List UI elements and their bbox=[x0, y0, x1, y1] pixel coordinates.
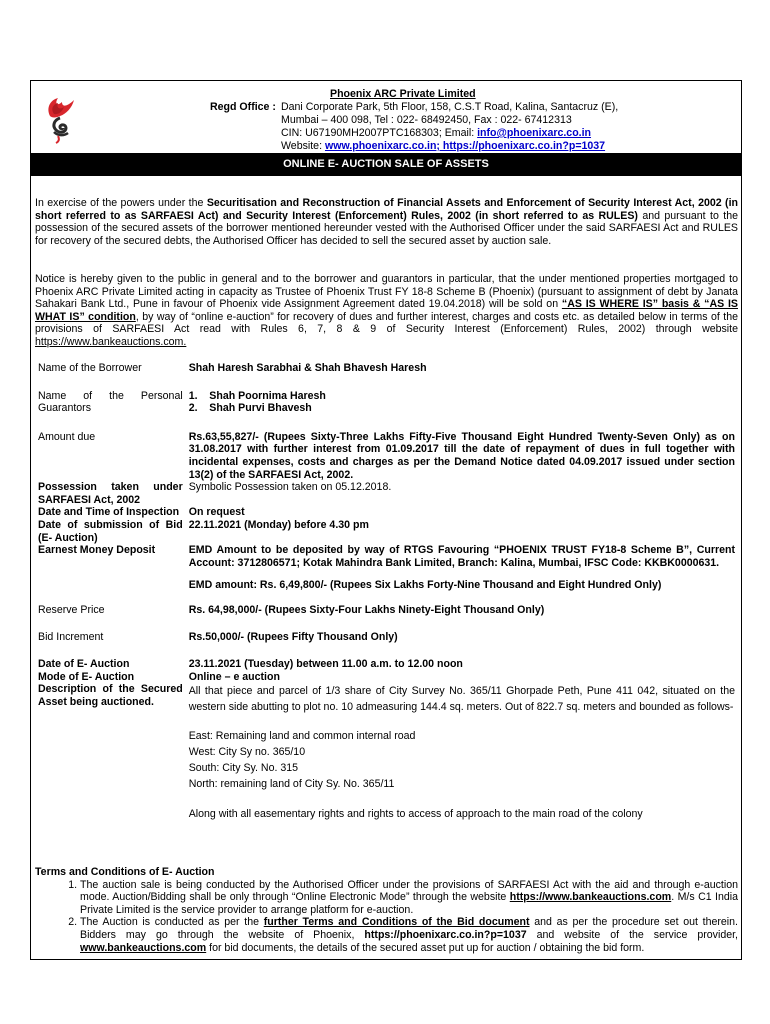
intro-paragraph-1 bbox=[35, 197, 738, 247]
table-row bbox=[35, 544, 738, 604]
terms-section bbox=[35, 866, 738, 954]
emd-amount: EMD amount: Rs. 6,49,800/- (Rupees Six Lakhs Forty-Nine Thousand and Eight Hundred Only) bbox=[188, 579, 662, 592]
easement-rights: Along with all easementary rights and rights to access of approach to the main road of the colony bbox=[188, 808, 643, 821]
asset-description-text: All that piece and parcel of 1/3 share of City Survey No. 365/11 Ghorpade Peth, Pune 411 042, situated on the western side abutting to plot no. 10 admeasuring 144.4 sq. meters. Out of 822.7 sq. meters and bounded as follows- bbox=[188, 685, 735, 714]
reserve-price-value: Rs. 64,98,000/- (Rupees Sixty-Four Lakhs Ninety-Eight Thousand Only) bbox=[188, 603, 545, 616]
table-row bbox=[35, 658, 738, 671]
terms-heading: Terms and Conditions of E- Auction bbox=[35, 866, 215, 878]
emd-value bbox=[186, 544, 738, 604]
boundary-south: South: City Sy. No. 315 bbox=[188, 762, 299, 775]
asset-description-label: Description of the Secured Asset being auctioned. bbox=[38, 683, 183, 708]
auction-mode-label: Mode of E- Auction bbox=[38, 670, 135, 683]
bankeauctions-link[interactable]: https://www.bankeauctions.com. bbox=[35, 335, 187, 348]
amount-due-value: Rs.63,55,827/- (Rupees Sixty-Three Lakhs Fifty-Five Thousand Eight Hundred Twenty-Seven Only) as on 31.08.2017 with further interest from 01.09.2017 till the date of repayment of dues in full together with incidental expenses, costs and charges as per the Demand Notice dated 04.09.2017 issued under section 13(2) of the SARFAESI Act, 2002. bbox=[188, 430, 735, 481]
table-row bbox=[35, 631, 738, 659]
address-line-1: Dani Corporate Park, 5th Floor, 158, C.S.T Road, Kalina, Santacruz (E), bbox=[281, 101, 619, 113]
asset-description-value bbox=[186, 683, 738, 822]
email-link[interactable]: info@phoenixarc.co.in bbox=[477, 127, 592, 139]
auction-date-label: Date of E- Auction bbox=[38, 658, 130, 671]
table-row bbox=[35, 604, 738, 631]
website-label: Website: bbox=[281, 140, 325, 152]
bid-submission-label: Date of submission of Bid (E- Auction) bbox=[38, 518, 183, 544]
intro-p1-text-end: and pursuant to the possession of the secured assets of the borrower mentioned hereunder vested with the Authorised Officer under the said SARFAESI Act and RULES for recovery of the secured debts, the Authorised Officer has decided to sell the secured asset by auction sale. bbox=[35, 209, 738, 247]
table-row bbox=[35, 357, 738, 390]
guarantors-value bbox=[186, 390, 738, 431]
notice-title: ONLINE E- AUCTION SALE OF ASSETS bbox=[30, 153, 742, 176]
term-1-text: The auction sale is being conducted by the Authorised Officer under the provisions of SARFAESI Act with the aid and through e-auction mode. Auction/Bidding shall be only through “Online Electronic Mode” through the website bbox=[80, 878, 738, 904]
term-2-text-end: for bid documents, the details of the secured asset put up for auction / obtaining the bid form. bbox=[206, 941, 645, 954]
intro-p2-text-mid: , by way of “online e-auction” for recovery of dues and further interest, charges and costs etc. as detailed below in terms of the provisions of SARFAESI Act read with Rules 6, 7, 8 & 9 of Security Interest (Enforcement) Rules, 2002) through website bbox=[35, 310, 738, 336]
company-name: Phoenix ARC Private Limited bbox=[330, 88, 476, 100]
bid-increment-label: Bid Increment bbox=[38, 630, 104, 643]
possession-label: Possession taken under SARFAESI Act, 2002 bbox=[38, 481, 183, 506]
auction-date-value: 23.11.2021 (Tuesday) between 11.00 a.m. to 12.00 noon bbox=[188, 658, 463, 671]
borrower-label: Name of the Borrower bbox=[38, 362, 142, 374]
intro-p1-text: In exercise of the powers under the bbox=[35, 197, 207, 209]
regd-office-label: Regd Office : bbox=[210, 101, 276, 113]
amount-due-label: Amount due bbox=[38, 430, 96, 443]
table-row bbox=[35, 390, 738, 431]
intro-p2-text: Notice is hereby given to the public in general and to the borrower and guarantors in particular, that the under mentioned properties mortgaged to Phoenix ARC Private Limited acting in capacity as Trustee of Phoenix Trust FY 18-8 Scheme B (Phoenix) (pursuant to assignment of debt by Janata Sahakari Bank Ltd., Pune in favour of Phoenix vide Assignment Agreement dated 19.04.2018) will be sold on bbox=[35, 273, 738, 311]
guarantor-2: 2. Shah Purvi Bhavesh bbox=[188, 402, 312, 415]
possession-value: Symbolic Possession taken on 05.12.2018. bbox=[188, 481, 392, 494]
inspection-label: Date and Time of Inspection bbox=[38, 506, 180, 519]
phoenix-logo-icon bbox=[44, 94, 78, 144]
inspection-value: On request bbox=[188, 506, 245, 519]
bid-submission-value: 22.11.2021 (Monday) before 4.30 pm bbox=[188, 518, 369, 531]
intro-paragraph-2 bbox=[35, 273, 738, 349]
intro-p1-bold: Securitisation and Reconstruction of Financial Assets and Enforcement of Security Interest Act, 2002 (in short referred to as SARFAESI Act) and Security Interest (Enforcement) Rules, 2002 (in short referred to as RULES) bbox=[35, 197, 739, 222]
address-line-2: Mumbai – 400 098, Tel : 022- 68492450, Fax : 022- 67412313 bbox=[281, 114, 572, 126]
table-row bbox=[35, 506, 738, 519]
term-2-bankeauctions-link[interactable]: www.bankeauctions.com bbox=[80, 941, 207, 954]
table-row bbox=[35, 431, 738, 481]
boundary-north: North: remaining land of City Sy. No. 365/11 bbox=[188, 778, 395, 791]
table-row bbox=[35, 481, 738, 506]
table-row bbox=[35, 671, 738, 684]
list-item bbox=[80, 916, 738, 954]
bid-increment-value: Rs.50,000/- (Rupees Fifty Thousand Only) bbox=[188, 630, 398, 643]
term-2-text: The Auction is conducted as per the bbox=[80, 916, 264, 929]
auction-mode-value: Online – e auction bbox=[188, 670, 280, 683]
boundary-east: East: Remaining land and common internal road bbox=[188, 730, 416, 743]
emd-label: Earnest Money Deposit bbox=[38, 544, 156, 557]
term-2-phoenix-link[interactable]: https://phoenixarc.co.in?p=1037 bbox=[364, 928, 527, 941]
term-1-link[interactable]: https://www.bankeauctions.com bbox=[509, 891, 672, 904]
term-2-bold: further Terms and Conditions of the Bid document bbox=[263, 916, 530, 929]
cin-email-line bbox=[281, 127, 591, 140]
intro-p2-bold: “AS IS WHERE IS” basis & “AS IS WHAT IS” condition bbox=[35, 298, 738, 323]
table-row bbox=[35, 519, 738, 544]
list-item bbox=[80, 879, 738, 917]
emd-instructions: EMD Amount to be deposited by way of RTGS Favouring “PHOENIX TRUST FY18-8 Scheme B”, Current Account: 3712806571; Kotak Mahindra Bank Limited, Branch: Kalina, Mumbai, IFSC Code: KKBK0000631. bbox=[188, 544, 735, 569]
website-links[interactable]: www.phoenixarc.co.in; https://phoenixarc.co.in?p=1037 bbox=[324, 140, 606, 152]
auction-details-table bbox=[35, 357, 738, 822]
reserve-price-label: Reserve Price bbox=[38, 603, 105, 616]
term-2-text-mid2: and website of the service provider, bbox=[526, 928, 738, 941]
terms-list bbox=[35, 879, 738, 955]
borrower-value: Shah Haresh Sarabhai & Shah Bhavesh Haresh bbox=[188, 362, 427, 374]
term-2-text-mid: and as per the procedure set out therein. Bidders may go through the website of Phoenix, bbox=[80, 916, 738, 941]
guarantors-label: Name of the Personal Guarantors bbox=[38, 389, 183, 415]
boundary-west: West: City Sy no. 365/10 bbox=[188, 746, 306, 759]
cin-text: CIN: U67190MH2007PTC168303; Email: bbox=[281, 127, 478, 139]
table-row bbox=[35, 683, 738, 822]
guarantor-1: 1. Shah Poornima Haresh bbox=[188, 389, 326, 402]
term-1-text-end: . M/s C1 India Private Limited is the service provider to arrange platform for e-auction. bbox=[80, 891, 739, 916]
website-line bbox=[281, 140, 605, 153]
